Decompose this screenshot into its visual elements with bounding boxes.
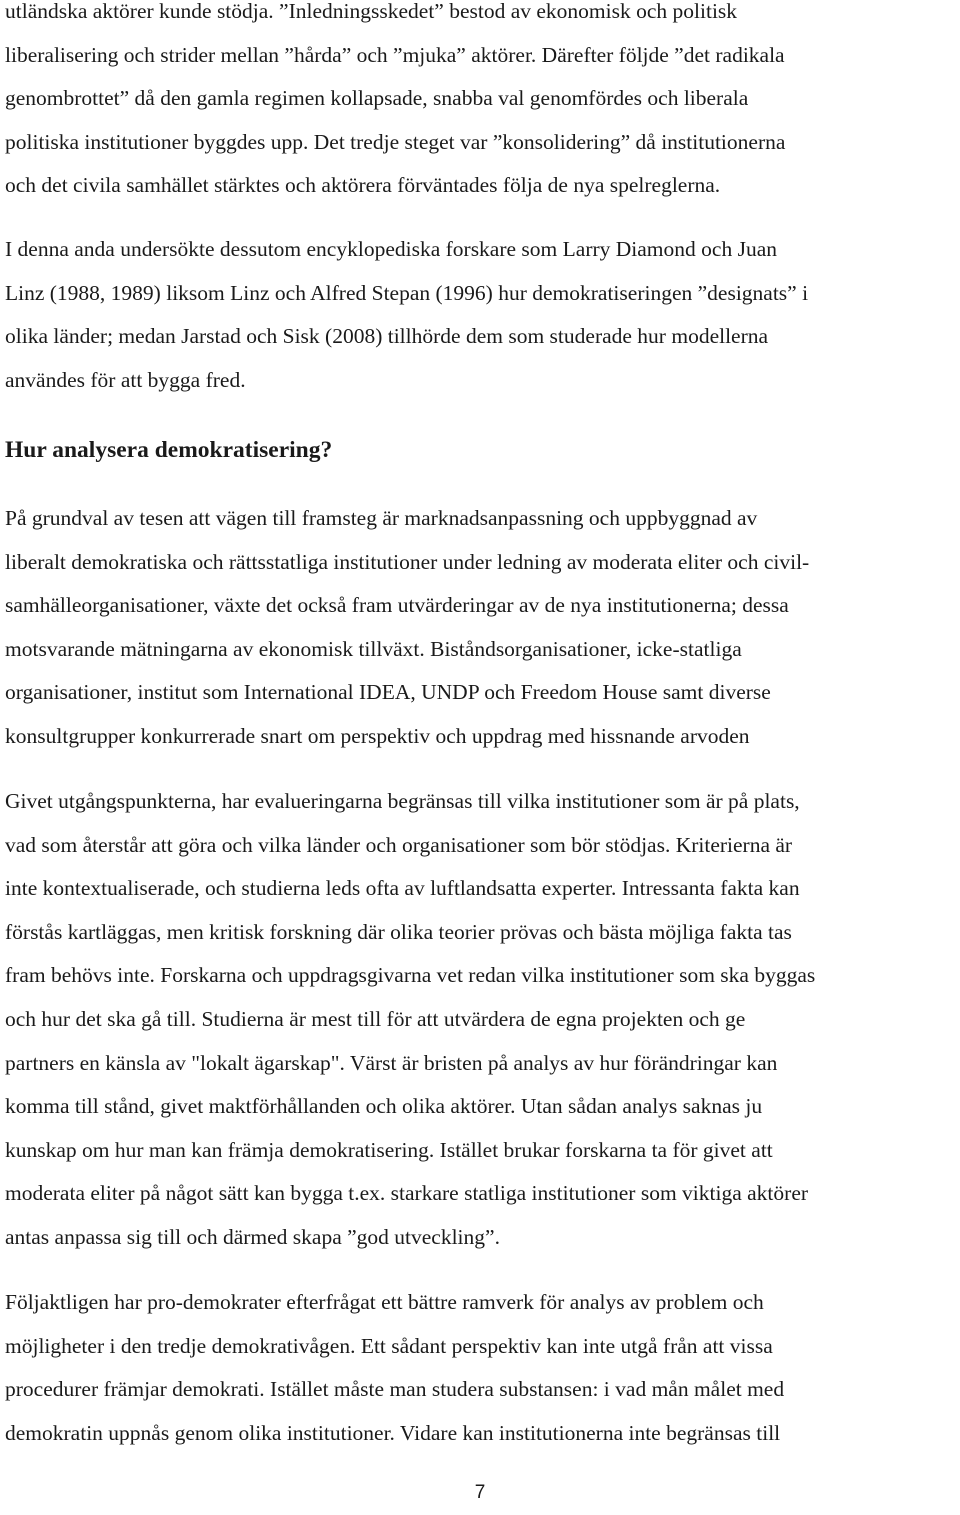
text-line: komma till stånd, givet maktförhållanden och olika aktörer. Utan sådan analys saknas ju	[5, 1094, 763, 1119]
text-line: moderata eliter på något sätt kan bygga t.ex. starkare statliga institutioner som viktiga aktörer	[5, 1181, 809, 1206]
paragraph-1	[5, 0, 785, 208]
text-line: genombrottet” då den gamla regimen kollapsade, snabba val genomfördes och liberala	[5, 86, 749, 111]
text-line: Linz (1988, 1989) liksom Linz och Alfred Stepan (1996) hur demokratiseringen ”designats” i	[5, 280, 809, 305]
text-line: Följaktligen har pro-demokrater efterfrågat ett bättre ramverk för analys av problem och	[5, 1290, 764, 1314]
text-line: liberalt demokratiska och rättsstatliga institutioner under ledning av moderata eliter och civil-	[5, 549, 810, 574]
text-line: antas anpassa sig till och därmed skapa ”god utveckling”.	[5, 1224, 500, 1249]
text-line: fram behövs inte. Forskarna och uppdragsgivarna vet redan vilka institutioner som ska byggas	[5, 963, 816, 988]
text-line: På grundval av tesen att vägen till framsteg är marknadsanpassning och uppbyggnad av	[5, 506, 758, 530]
text-line: partners en känsla av "lokalt ägarskap". Värst är bristen på analys av hur förändringar kan	[5, 1050, 778, 1075]
section-heading: Hur analysera demokratisering?	[5, 437, 333, 463]
text-line: möjligheter i den tredje demokrativågen. Ett sådant perspektiv kan inte utgå från att vissa	[5, 1333, 773, 1358]
text-line: samhälleorganisationer, växte det också fram utvärderingar av de nya institutionerna; dessa	[5, 593, 789, 618]
text-line: procedurer främjar demokrati. Istället måste man studera substansen: i vad mån målet med	[5, 1377, 785, 1402]
text-line: förstås kartläggas, men kritisk forskning där olika teorier prövas och bästa möjliga fakta tas	[5, 919, 792, 944]
paragraph-5	[5, 1281, 784, 1455]
text-line: vad som återstår att göra och vilka länder och organisationer som bör stödjas. Kriterierna är	[5, 832, 793, 857]
text-line: motsvarande mätningarna av ekonomisk tillväxt. Biståndsorganisationer, icke-statliga	[5, 636, 742, 661]
text-line: konsultgrupper konkurrerade snart om perspektiv och uppdrag med hissnande arvoden	[5, 723, 750, 748]
paragraph-2	[5, 228, 808, 402]
text-line: Givet utgångspunkterna, har evalueringarna begränsas till vilka institutioner som är på plats,	[5, 789, 800, 813]
page-number: 7	[474, 1482, 486, 1503]
text-line: I denna anda undersökte dessutom encyklopediska forskare som Larry Diamond och Juan	[5, 237, 777, 261]
text-line: och hur det ska gå till. Studierna är mest till för att utvärdera de egna projekten och ge	[5, 1006, 746, 1031]
text-line: organisationer, institut som International IDEA, UNDP och Freedom House samt diverse	[5, 680, 771, 705]
text-line: inte kontextualiserade, och studierna leds ofta av luftlandsatta experter. Intressanta fakta kan	[5, 876, 800, 901]
text-line: demokratin uppnås genom olika institutioner. Vidare kan institutionerna inte begränsas till	[5, 1420, 781, 1445]
text-line: olika länder; medan Jarstad och Sisk (2008) tillhörde dem som studerade hur modellerna	[5, 324, 769, 349]
paragraph-4	[5, 780, 815, 1260]
text-line: och det civila samhället stärktes och aktörera förväntades följa de nya spelreglerna.	[5, 173, 721, 198]
text-line: politiska institutioner byggdes upp. Det tredje steget var ”konsolidering” då institutionerna	[5, 129, 786, 154]
text-line: kunskap om hur man kan främja demokratisering. Istället brukar forskarna ta för givet att	[5, 1137, 773, 1162]
paragraph-3	[5, 497, 809, 759]
text-line: användes för att bygga fred.	[5, 367, 246, 392]
text-line: liberalisering och strider mellan ”hårda” och ”mjuka” aktörer. Därefter följde ”det radikala	[5, 42, 785, 67]
text-line: utländska aktörer kunde stödja. ”Inledningsskedet” bestod av ekonomisk och politisk	[5, 0, 738, 23]
